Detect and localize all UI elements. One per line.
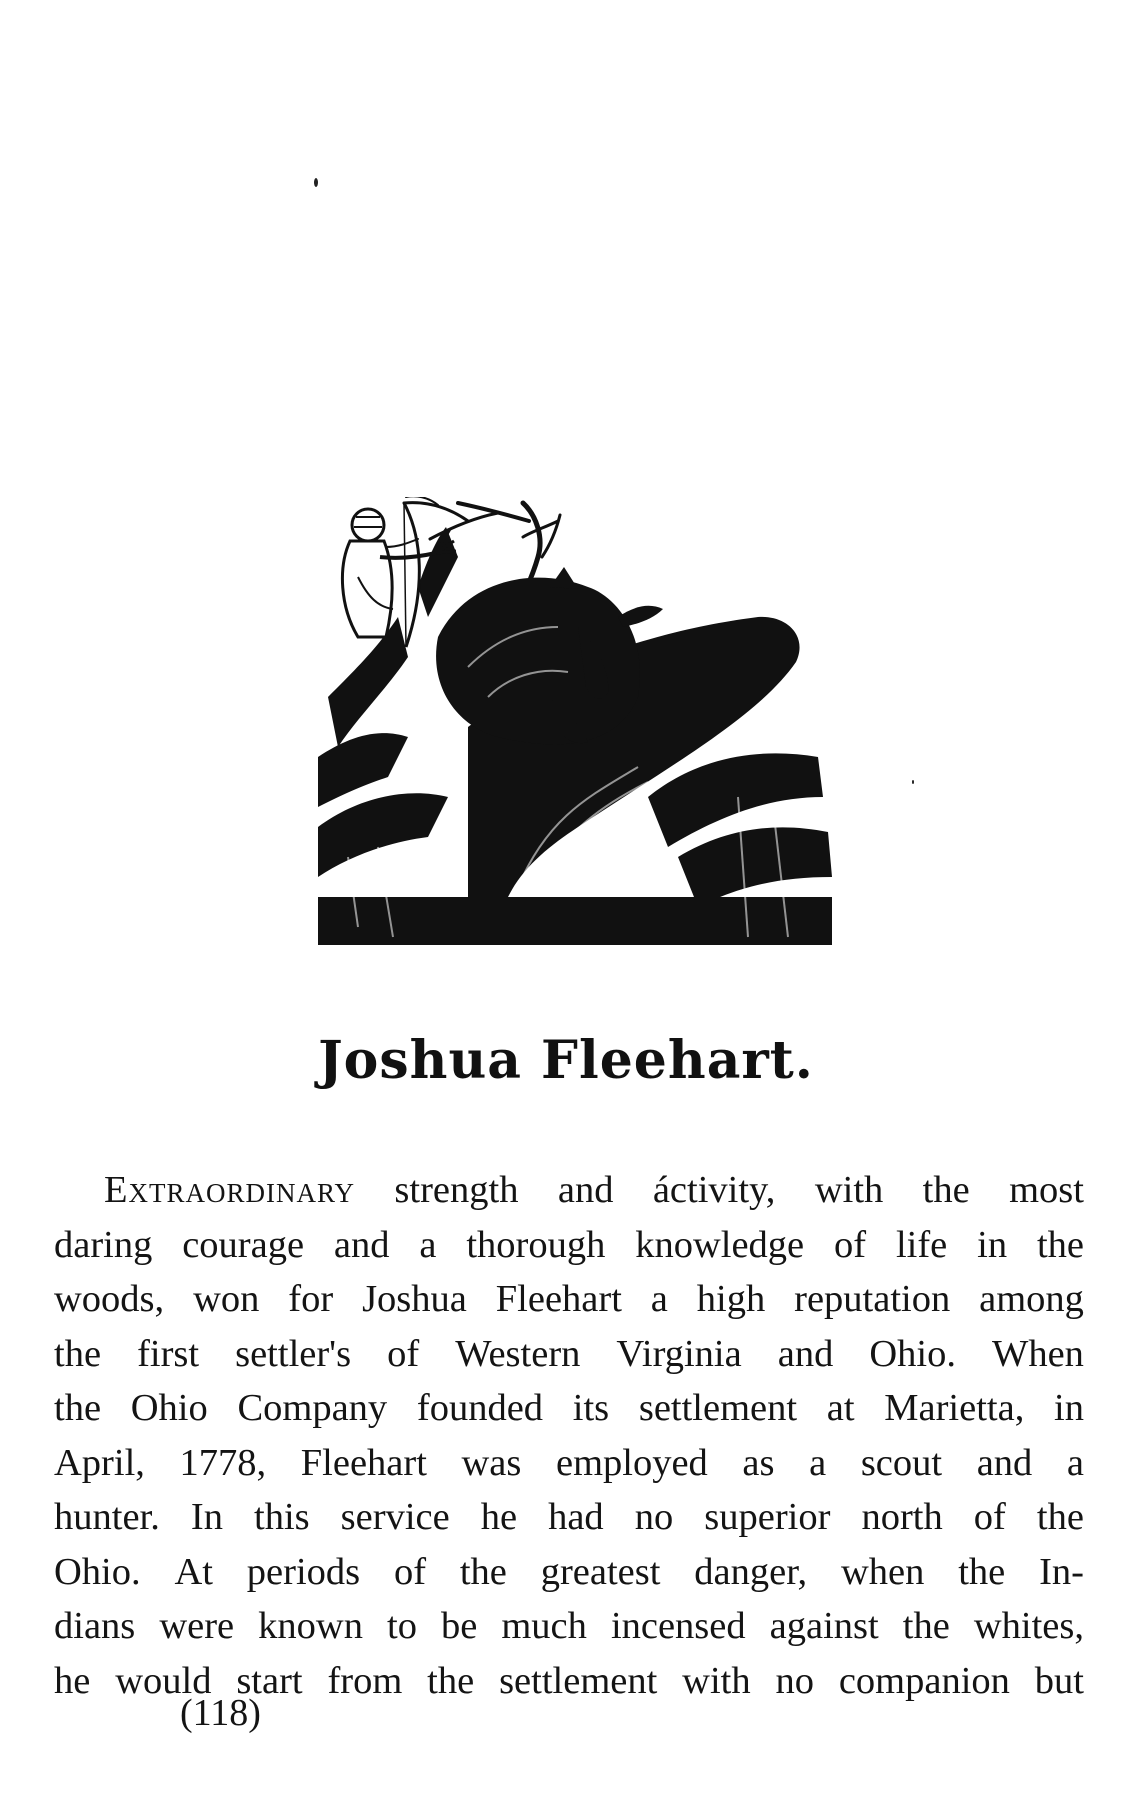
- word: knowledge: [635, 1223, 805, 1266]
- word: dians: [54, 1605, 136, 1647]
- body-paragraph: [54, 1163, 1084, 1708]
- word: greatest: [540, 1550, 661, 1593]
- word: the: [459, 1550, 507, 1593]
- word: its: [572, 1387, 610, 1429]
- word: whites,: [973, 1605, 1084, 1647]
- word: the: [902, 1605, 950, 1647]
- text-line: [54, 1599, 1084, 1654]
- word: Marietta,: [884, 1387, 1025, 1429]
- word: reputation: [794, 1278, 951, 1320]
- word: with: [682, 1659, 751, 1702]
- word: this: [254, 1496, 310, 1538]
- word: woods,: [54, 1278, 165, 1320]
- word: employed: [555, 1441, 708, 1484]
- word: had: [548, 1496, 604, 1538]
- print-speck: [912, 780, 914, 784]
- word: and: [557, 1169, 614, 1211]
- word: 1778,: [179, 1441, 267, 1484]
- chapter-title: Joshua Fleehart.: [318, 1030, 814, 1091]
- word: the: [1036, 1223, 1084, 1266]
- word: be: [440, 1605, 478, 1647]
- word: would: [115, 1659, 212, 1702]
- word: were: [159, 1605, 235, 1647]
- word: as: [742, 1441, 775, 1484]
- word: first: [137, 1332, 200, 1375]
- word: strength: [394, 1169, 519, 1211]
- word: was: [461, 1441, 522, 1484]
- word: Virginia: [616, 1332, 742, 1375]
- word: from: [327, 1659, 403, 1702]
- word: a: [1066, 1441, 1084, 1484]
- word: settlement: [499, 1659, 658, 1702]
- word: incensed: [610, 1605, 746, 1647]
- word: in: [1054, 1387, 1084, 1429]
- word: superior: [704, 1496, 831, 1538]
- word: Ohio.: [54, 1550, 141, 1593]
- word: founded: [416, 1387, 544, 1429]
- word: courage: [182, 1223, 305, 1266]
- word: high: [696, 1278, 766, 1320]
- text-line: [54, 1381, 1084, 1436]
- word: with: [814, 1169, 884, 1211]
- word: for: [288, 1278, 334, 1320]
- text-line: [54, 1272, 1084, 1327]
- word: of: [834, 1223, 867, 1266]
- word: of: [393, 1550, 427, 1593]
- word: no: [775, 1659, 814, 1702]
- word: among: [979, 1278, 1084, 1320]
- word: April,: [54, 1441, 145, 1484]
- word: scout: [860, 1441, 943, 1484]
- word: and: [976, 1441, 1033, 1484]
- word: he: [480, 1496, 518, 1538]
- word: Western: [455, 1332, 581, 1375]
- word: Fleehart: [300, 1441, 427, 1484]
- word: companion: [838, 1659, 1010, 1702]
- lead-word: Extraordinary: [104, 1169, 356, 1211]
- word: to: [387, 1605, 417, 1647]
- word: settlement: [638, 1387, 798, 1429]
- word: daring: [54, 1223, 153, 1266]
- word: settler's: [235, 1332, 352, 1375]
- word: when: [840, 1550, 925, 1593]
- word: against: [769, 1605, 879, 1647]
- word: the: [1036, 1496, 1084, 1538]
- word: won: [193, 1278, 260, 1320]
- woodcut-illustration: [318, 497, 832, 945]
- page-number: (118): [180, 1692, 261, 1734]
- word: of: [973, 1496, 1006, 1538]
- word: Joshua: [362, 1278, 467, 1320]
- word: most: [1009, 1169, 1084, 1211]
- word: known: [258, 1605, 363, 1647]
- word: When: [991, 1332, 1084, 1375]
- word: of: [387, 1332, 420, 1375]
- word: the: [958, 1550, 1006, 1593]
- text-line: [54, 1163, 1084, 1218]
- word: but: [1034, 1659, 1084, 1702]
- word: Ohio.: [869, 1332, 956, 1375]
- word: áctivity,: [652, 1169, 776, 1211]
- word: In-: [1039, 1550, 1084, 1593]
- word: hunter.: [54, 1496, 160, 1538]
- text-line: [54, 1218, 1084, 1273]
- text-line: [54, 1490, 1084, 1545]
- print-speck: [314, 178, 318, 187]
- word: north: [861, 1496, 943, 1538]
- word: Fleehart: [495, 1278, 622, 1320]
- word: the: [54, 1387, 102, 1429]
- word: a: [419, 1223, 437, 1266]
- text-line: [54, 1327, 1084, 1382]
- word: At: [174, 1550, 213, 1593]
- word: and: [777, 1332, 834, 1375]
- word: and: [333, 1223, 390, 1266]
- word: In: [190, 1496, 223, 1538]
- word: in: [977, 1223, 1008, 1266]
- text-line: [54, 1545, 1084, 1600]
- word: at: [826, 1387, 855, 1429]
- word: danger,: [694, 1550, 808, 1593]
- word: he: [54, 1659, 91, 1702]
- word: Ohio: [130, 1387, 208, 1429]
- word: service: [340, 1496, 450, 1538]
- word: the: [427, 1659, 475, 1702]
- word: periods: [246, 1550, 361, 1593]
- word: no: [634, 1496, 674, 1538]
- word: Company: [237, 1387, 388, 1429]
- bear-and-archer-woodcut: [318, 497, 832, 945]
- word: start: [236, 1659, 303, 1702]
- word: thorough: [466, 1223, 606, 1266]
- word: life: [895, 1223, 948, 1266]
- word: much: [501, 1605, 587, 1647]
- word: the: [54, 1332, 102, 1375]
- word: a: [809, 1441, 827, 1484]
- text-line: [54, 1436, 1084, 1491]
- word: a: [650, 1278, 668, 1320]
- word: the: [922, 1169, 970, 1211]
